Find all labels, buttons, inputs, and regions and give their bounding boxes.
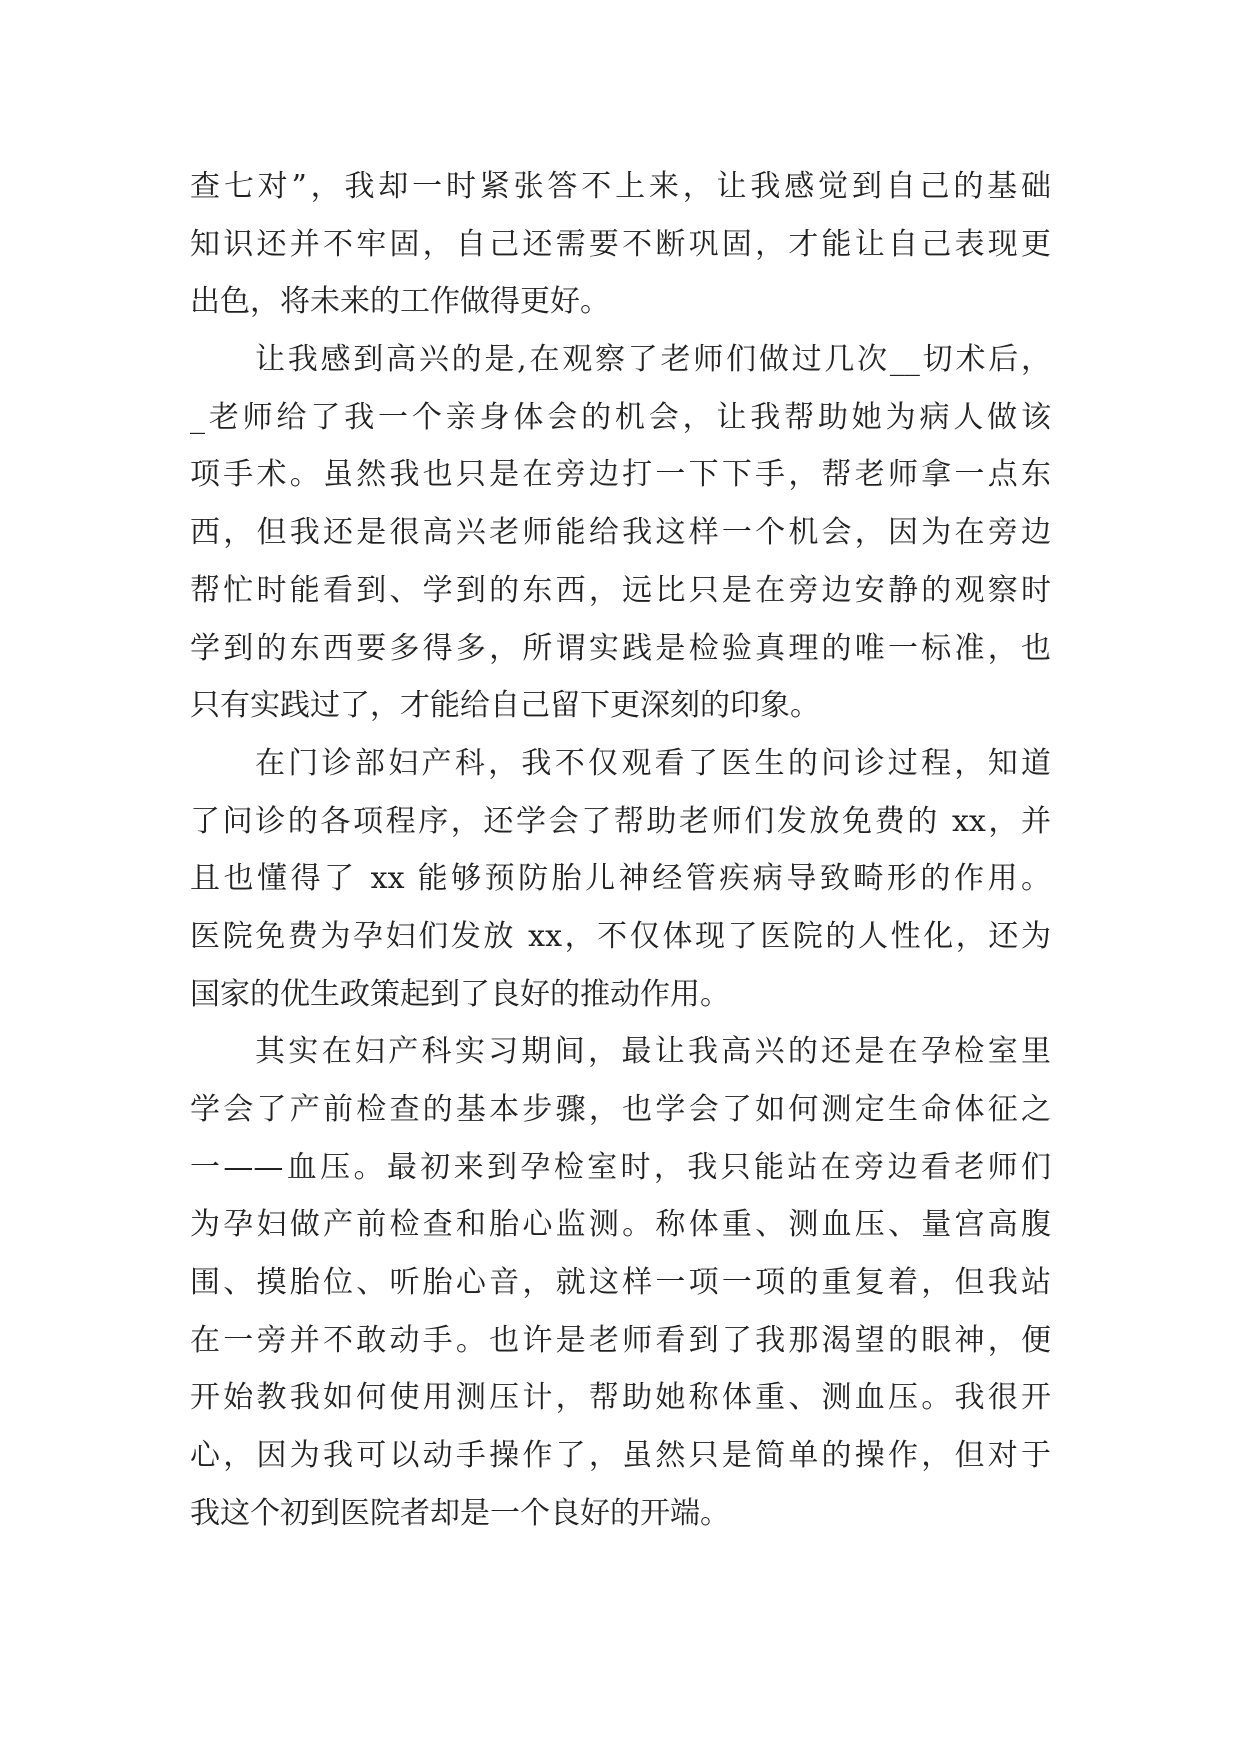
text-line: 开始教我如何使用测压计，帮助她称体重、测血压。我很开 (190, 1380, 1051, 1416)
text-line: 围、摸胎位、听胎心音，就这样一项一项的重复着，但我站 (190, 1265, 1051, 1301)
text-line: 只有实践过了，才能给自己留下更深刻的印象。 (190, 688, 820, 724)
text-line: 学会了产前检查的基本步骤，也学会了如何测定生命体征之 (190, 1092, 1051, 1127)
text-line: 在一旁并不敢动手。也许是老师看到了我那渴望的眼神，便 (190, 1322, 1051, 1358)
text-line: 知识还并不牢固，自己还需要不断巩固，才能让自己表现更 (190, 226, 1051, 262)
text-line: 帮忙时能看到、学到的东西，远比只是在旁边安静的观察时 (190, 572, 1051, 608)
text-line: 其实在妇产科实习期间，最让我高兴的还是在孕检室里 (255, 1034, 1051, 1070)
text-line: 西，但我还是很高兴老师能给我这样一个机会，因为在旁边 (190, 515, 1051, 551)
text-line: 在门诊部妇产科，我不仅观看了医生的问诊过程，知道 (255, 745, 1051, 781)
text-line: 学到的东西要多得多，所谓实践是检验真理的唯一标准，也 (190, 630, 1051, 666)
text-line: 出色，将未来的工作做得更好。 (190, 284, 610, 320)
text-line: 查七对”，我却一时紧张答不上来，让我感觉到自己的基础 (190, 169, 1051, 204)
text-line: 一——血压。最初来到孕检室时，我只能站在旁边看老师们 (190, 1149, 1051, 1185)
text-line: 且也懂得了 xx 能够预防胎儿神经管疾病导致畸形的作用。 (190, 861, 1051, 897)
text-line: 让我感到高兴的是,在观察了老师们做过几次__切术后， (255, 342, 1051, 378)
text-line: 我这个初到医院者却是一个良好的开端。 (190, 1495, 730, 1531)
text-line: 项手术。虽然我也只是在旁边打一下下手，帮老师拿一点东 (190, 457, 1051, 493)
document-body (190, 158, 1051, 1543)
text-line: 医院免费为孕妇们发放 xx，不仅体现了医院的人性化，还为 (190, 918, 1051, 954)
text-line: 为孕妇做产前检查和胎心监测。称体重、测血压、量宫高腹 (190, 1207, 1051, 1243)
text-line: _老师给了我一个亲身体会的机会，让我帮助她为病人做该 (190, 399, 1051, 435)
text-line: 国家的优生政策起到了良好的推动作用。 (190, 976, 730, 1012)
text-line: 了问诊的各项程序，还学会了帮助老师们发放免费的 xx，并 (190, 803, 1051, 839)
text-line: 心，因为我可以动手操作了，虽然只是简单的操作，但对于 (190, 1438, 1051, 1474)
